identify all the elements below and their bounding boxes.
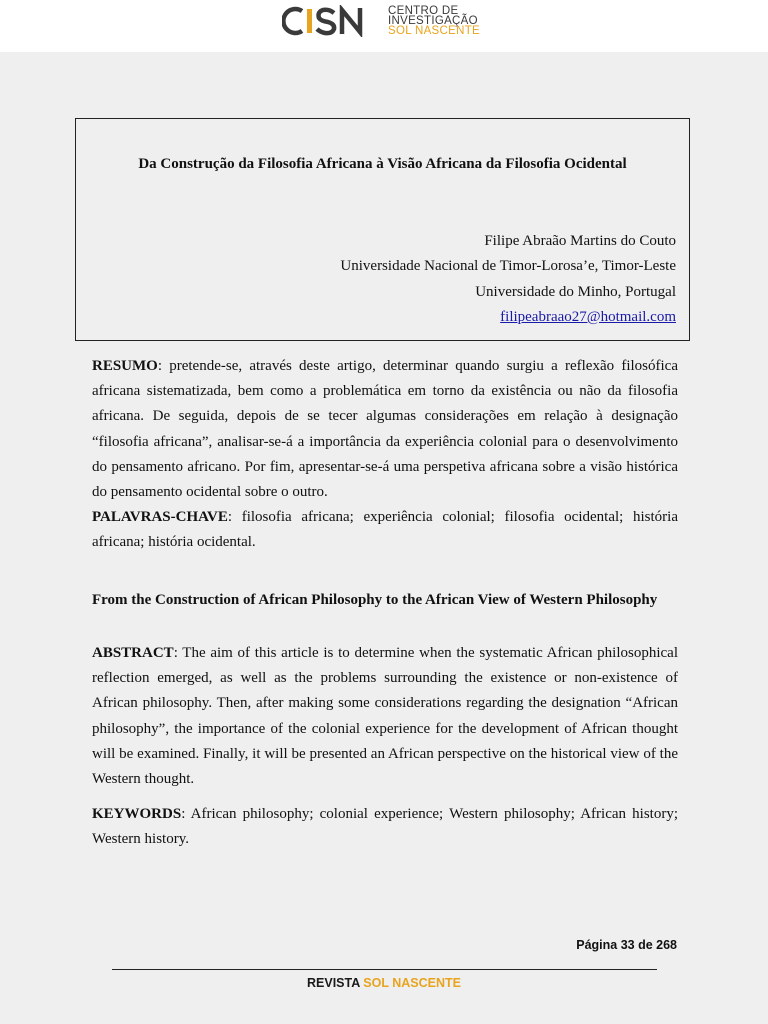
cisn-logo-mark — [282, 5, 382, 37]
abstract-paragraph — [92, 641, 678, 792]
cisn-logo — [282, 4, 480, 38]
title-box — [75, 118, 690, 341]
footer-brand-sol-nascente: SOL NASCENTE — [363, 976, 461, 990]
article-title: Da Construção da Filosofia Africana à Visão Africana da Filosofia Ocidental — [138, 156, 627, 172]
abstract-text: : The aim of this article is to determine when the systematic African philosophical reflection emerged, as well as the problems surrounding the existence or non-existence of African philosophy. Then, after making some considerations regarding the designation “African philosophy”, the importance of the colonial experience for the development of African thought will be examined. Finally, it will be presented an African perspective on the historical view of the Western thought. — [92, 645, 678, 788]
author-email-link[interactable]: filipeabraao27@hotmail.com — [500, 308, 676, 325]
abstract-label: ABSTRACT — [92, 645, 174, 661]
author-name: Filipe Abraão Martins do Couto — [484, 233, 676, 249]
logo-line2: INVESTIGAÇÃO — [388, 15, 478, 27]
resumo-label: RESUMO — [92, 358, 158, 374]
resumo-paragraph — [92, 354, 678, 505]
page-number: Página 33 de 268 — [576, 938, 677, 952]
logo-line1: CENTRO DE — [388, 5, 459, 17]
footer-divider — [112, 969, 657, 970]
affiliation-timor: Universidade Nacional de Timor-Lorosa’e, Timor-Leste — [340, 258, 676, 275]
author-block — [340, 229, 676, 330]
english-title: From the Construction of African Philosophy to the African View of Western Philosophy — [92, 592, 658, 608]
logo-line3: SOL NASCENTE — [388, 25, 481, 37]
cisn-logo-text — [388, 6, 480, 36]
footer-brand — [0, 976, 768, 990]
keywords-paragraph — [92, 802, 678, 852]
keywords-text: : African philosophy; colonial experience; Western philosophy; African history; Western history. — [92, 806, 678, 848]
palavras-chave-paragraph — [92, 505, 678, 555]
keywords-label: KEYWORDS — [92, 806, 182, 822]
resumo-text: : pretende-se, através deste artigo, determinar quando surgiu a reflexão filosófica africana sistematizada, bem como a problemática em torno da existência ou não da filosofia africana. De seguida, depois de se tecer algumas considerações em relação à designação “filosofia africana”, analisar-se-á a importância da experiência colonial para o desenvolvimento do pensamento africano. Por fim, apresentar-se-á uma perspetiva africana sobre a visão histórica do pensamento ocidental sobre o outro. — [92, 358, 678, 501]
affiliation-minho: Universidade do Minho, Portugal — [475, 283, 676, 300]
palavras-chave-text: : filosofia africana; experiência colonial; filosofia ocidental; história africana; história ocidental. — [92, 509, 678, 551]
page-header — [0, 0, 768, 52]
footer-brand-revista: REVISTA — [307, 976, 360, 990]
palavras-chave-label: PALAVRAS-CHAVE — [92, 509, 228, 525]
